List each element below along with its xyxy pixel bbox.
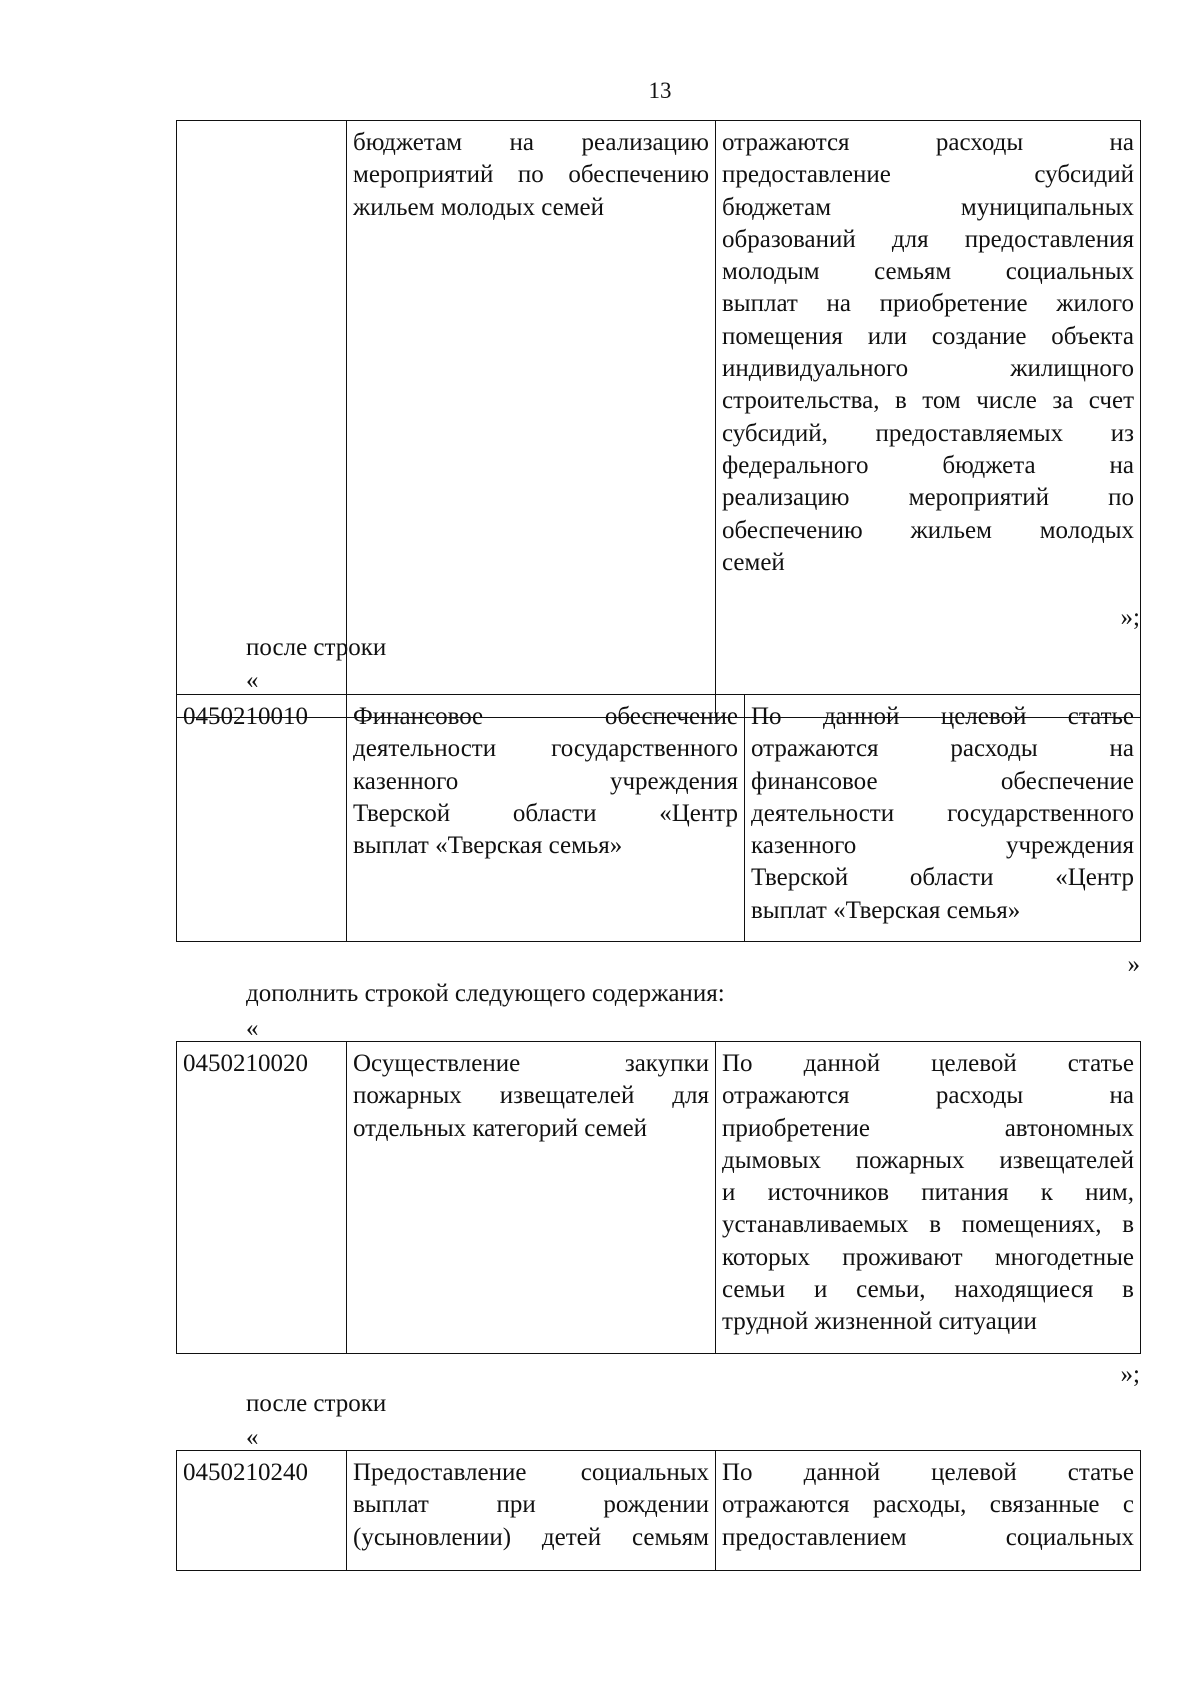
text-line: молодым семьям социальных — [722, 258, 1134, 286]
instruction-text: дополнить строкой следующего содержания: — [246, 980, 725, 1007]
text-line: бюджетам на реализацию — [353, 129, 709, 156]
text-line: отражаются расходы, связанные с — [722, 1491, 1134, 1519]
text-line: семей — [722, 548, 785, 576]
budget-table-3 — [176, 1041, 1141, 1354]
description-cell — [716, 1042, 1141, 1354]
text-line: выплат при рождении — [353, 1491, 709, 1519]
code-cell: 0450210010 — [177, 695, 347, 942]
name-cell — [347, 1451, 716, 1571]
text-line: выплат на приобретение жилого — [722, 290, 1134, 318]
table-row — [177, 1042, 1141, 1354]
text-line: бюджетам муниципальных — [722, 193, 1134, 221]
closing-quote: »; — [1120, 1361, 1140, 1388]
instruction-text: после строки — [246, 634, 387, 661]
opening-quote: « — [246, 667, 259, 694]
text-line: мероприятий по обеспечению — [353, 161, 709, 189]
text-line: казенного учреждения — [751, 832, 1134, 860]
name-cell — [347, 1042, 716, 1354]
text-line: которых проживают многодетные — [722, 1243, 1134, 1271]
code-cell: 0450210240 — [177, 1451, 347, 1571]
text-line: и источников питания к ним, — [722, 1179, 1134, 1207]
page-number: 13 — [648, 78, 672, 103]
code-cell — [177, 121, 347, 718]
text-line: трудной жизненной ситуации — [722, 1308, 1037, 1336]
instruction-text: после строки — [246, 1390, 387, 1417]
text-line: приобретение автономных — [722, 1114, 1134, 1142]
budget-table-4 — [176, 1450, 1141, 1571]
text-line: Тверской области «Центр — [353, 799, 738, 827]
text-line: дымовых пожарных извещателей — [722, 1146, 1134, 1174]
opening-quote: « — [246, 1424, 259, 1451]
text-line: помещения или создание объекта — [722, 322, 1134, 350]
text-line: Тверской области «Центр — [751, 864, 1134, 892]
code-cell: 0450210020 — [177, 1042, 347, 1354]
text-line: По данной целевой статье — [722, 1050, 1134, 1077]
table-row — [177, 121, 1141, 718]
closing-quote: »; — [1120, 604, 1140, 631]
text-line: строительства, в том числе за счет — [722, 387, 1134, 415]
text-line: деятельности государственного — [751, 799, 1134, 827]
budget-table-2 — [176, 694, 1141, 942]
text-line: финансовое обеспечение — [751, 767, 1134, 795]
text-line: выплат «Тверская семья» — [751, 896, 1021, 924]
text-line: По данной целевой статье — [751, 703, 1134, 730]
table-row — [177, 695, 1141, 942]
text-line: предоставление субсидий — [722, 161, 1134, 189]
text-line: пожарных извещателей для — [353, 1082, 709, 1110]
closing-quote: » — [1127, 951, 1140, 978]
name-cell — [347, 695, 745, 942]
text-line: жильем молодых семей — [353, 193, 605, 221]
text-line: отдельных категорий семей — [353, 1114, 648, 1142]
text-line: Финансовое обеспечение — [353, 703, 738, 730]
text-line: обеспечению жильем молодых — [722, 516, 1134, 544]
text-line: деятельности государственного — [353, 735, 738, 763]
text-line: образований для предоставления — [722, 225, 1134, 253]
text-line: Осуществление закупки — [353, 1050, 709, 1077]
description-cell — [716, 121, 1141, 718]
description-cell — [716, 1451, 1141, 1571]
opening-quote: « — [246, 1015, 259, 1042]
text-line: По данной целевой статье — [722, 1459, 1134, 1486]
text-line: отражаются расходы на — [751, 735, 1134, 763]
text-line: отражаются расходы на — [722, 129, 1134, 156]
text-line: Предоставление социальных — [353, 1459, 709, 1486]
budget-table-1 — [176, 120, 1141, 718]
text-line: субсидий, предоставляемых из — [722, 419, 1134, 447]
text-line: федерального бюджета на — [722, 451, 1134, 479]
text-line: индивидуального жилищного — [722, 355, 1134, 383]
name-cell — [347, 121, 716, 718]
text-line: семьи и семьи, находящиеся в — [722, 1276, 1134, 1304]
text-line: казенного учреждения — [353, 767, 738, 795]
text-line: выплат «Тверская семья» — [353, 832, 623, 860]
description-cell — [745, 695, 1141, 942]
text-line: устанавливаемых в помещениях, в — [722, 1211, 1134, 1239]
text-line: (усыновлении) детей семьям — [353, 1523, 709, 1551]
text-line: отражаются расходы на — [722, 1082, 1134, 1110]
table-row — [177, 1451, 1141, 1571]
text-line: реализацию мероприятий по — [722, 484, 1134, 512]
text-line: предоставлением социальных — [722, 1523, 1134, 1551]
